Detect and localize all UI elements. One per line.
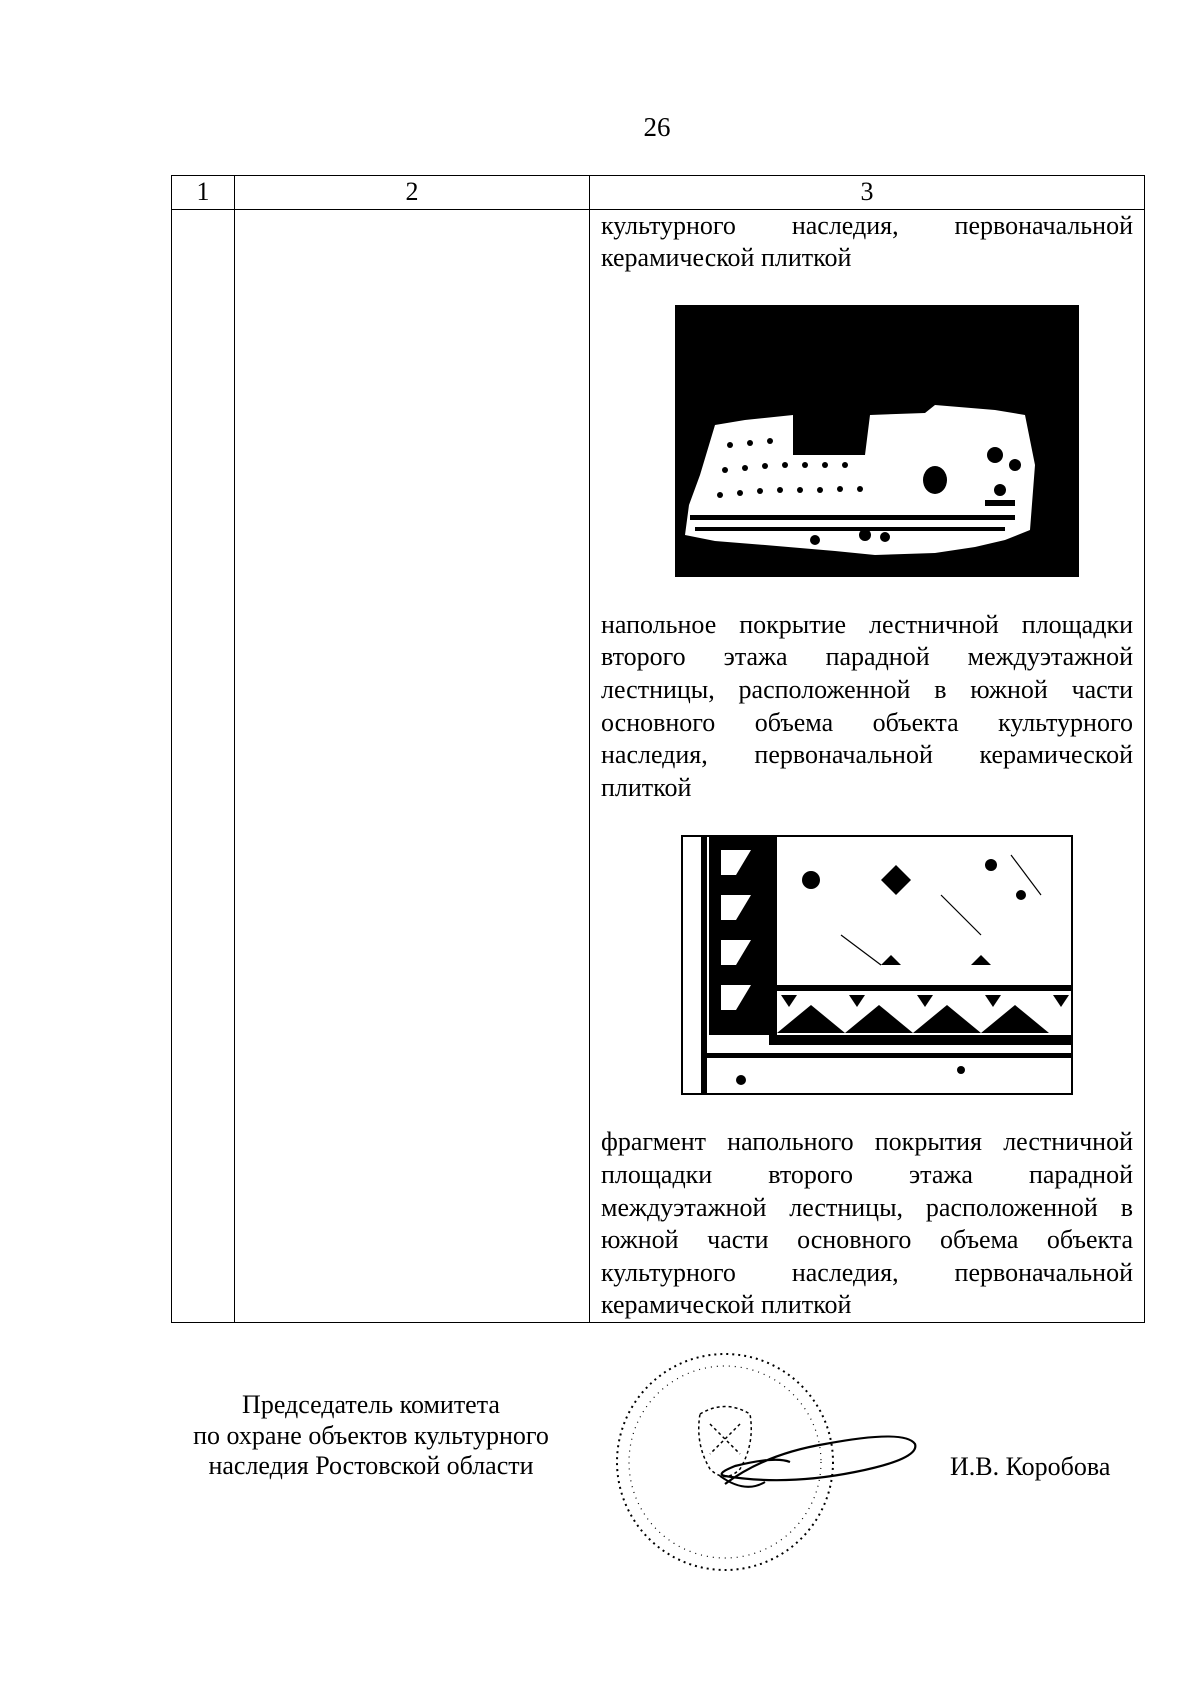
position-line-2: по охране объектов культурного — [193, 1420, 549, 1450]
description-paragraph-2: напольное покрытие лестничной площадки второго этажа парадной междуэтажной лестницы, расположенной в южной части основного объема объекта культурного наследия, первоначальной керамической плиткой — [601, 609, 1133, 802]
description-paragraph-1: культурного наследия, первоначальной керамической плиткой — [601, 210, 1133, 273]
position-line-1: Председатель комитета — [242, 1390, 500, 1419]
document-table — [171, 175, 1145, 1323]
cell-col1 — [172, 209, 235, 1322]
signatory-position — [158, 1390, 584, 1482]
signatory-name: И.В. Коробова — [950, 1452, 1111, 1481]
official-seal-stamp — [615, 1344, 925, 1580]
cell-col2 — [235, 209, 590, 1322]
column-header-1: 1 — [172, 176, 235, 210]
table-header-row — [172, 176, 1145, 210]
floor-tile-fragment-photo — [681, 835, 1073, 1095]
staircase-floor-tile-photo — [675, 305, 1079, 577]
position-line-3: наследия Ростовской области — [208, 1451, 534, 1480]
description-paragraph-3: фрагмент напольного покрытия лестничной площадки второго этажа парадной междуэтажной лестницы, расположенной в южной части основного объема объекта культурного наследия, первоначальной керамической плиткой — [601, 1127, 1133, 1320]
table-row — [172, 209, 1145, 1322]
page-number: 26 — [643, 112, 671, 142]
column-header-3: 3 — [590, 176, 1145, 210]
column-header-2: 2 — [235, 176, 590, 210]
cell-col3 — [590, 209, 1145, 1322]
